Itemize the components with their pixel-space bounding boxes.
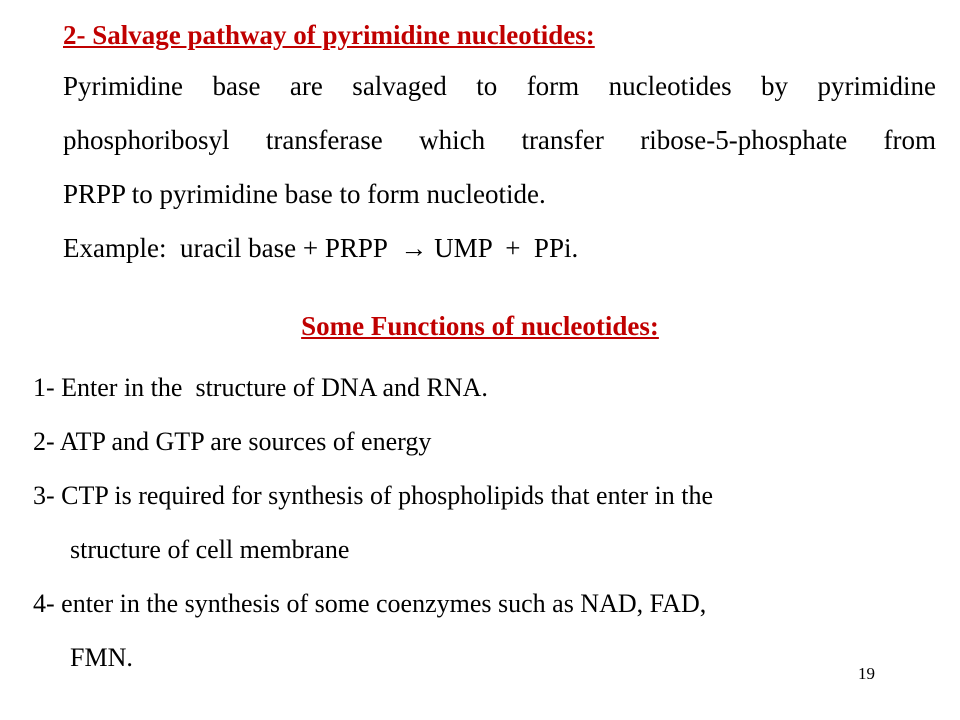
paragraph-line: Pyrimidine base are salvaged to form nucleotides by pyrimidine — [63, 71, 936, 101]
list-item: 2- ATP and GTP are sources of energy — [33, 427, 432, 456]
functions-list — [33, 361, 913, 685]
list-item: 3- CTP is required for synthesis of phospholipids that enter in the — [33, 481, 713, 510]
paragraph-line: phosphoribosyl transferase which transfer ribose-5-phosphate from — [63, 125, 936, 155]
functions-heading: Some Functions of nucleotides: — [301, 311, 659, 341]
list-item: 1- Enter in the structure of DNA and RNA. — [33, 373, 488, 402]
list-item-continuation: structure of cell membrane — [70, 535, 350, 564]
list-item: 4- enter in the synthesis of some coenzymes such as NAD, FAD, — [33, 589, 707, 618]
paragraph-line: PRPP to pyrimidine base to form nucleotide. — [63, 179, 546, 209]
example-line: Example: uracil base + PRPP → UMP + PPi. — [63, 233, 579, 263]
salvage-pathway-heading: 2- Salvage pathway of pyrimidine nucleotides: — [63, 20, 595, 50]
page-number: 19 — [858, 664, 875, 683]
list-item-continuation: FMN. — [70, 643, 133, 672]
salvage-pathway-paragraph — [63, 59, 936, 275]
